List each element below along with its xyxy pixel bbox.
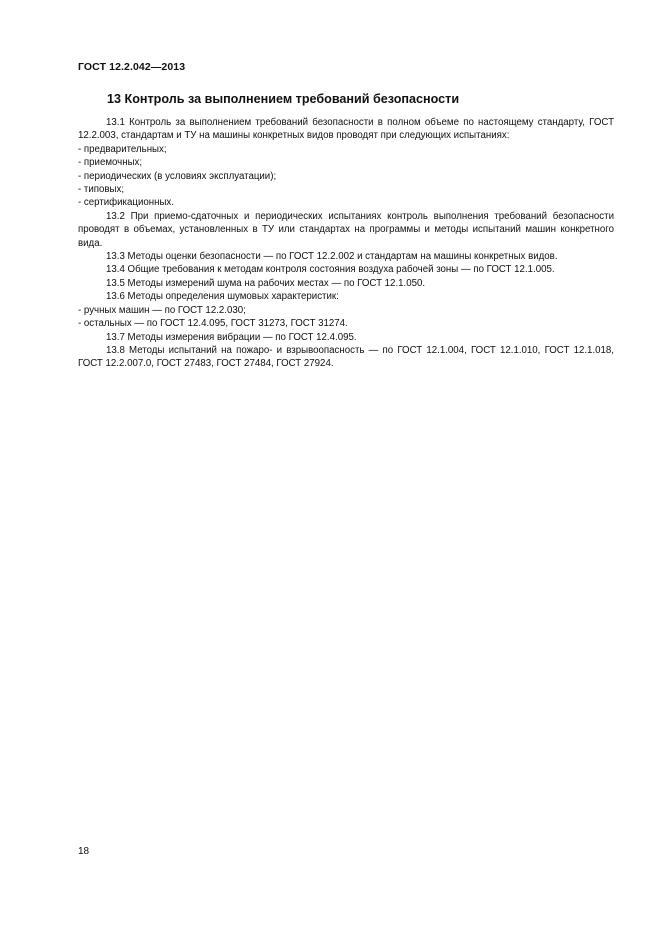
page-number: 18 bbox=[78, 846, 90, 857]
paragraph-13-5: 13.5 Методы измерений шума на рабочих местах — по ГОСТ 12.1.050. bbox=[106, 277, 426, 289]
section-title: 13 Контроль за выполнением требований безопасности bbox=[107, 92, 460, 106]
paragraph-13-7: 13.7 Методы измерения вибрации — по ГОСТ 12.4.095. bbox=[106, 331, 357, 343]
list-item: - остальных — по ГОСТ 12.4.095, ГОСТ 31273, ГОСТ 31274. bbox=[78, 318, 348, 330]
paragraph-13-1: 13.1 Контроль за выполнением требований безопасности в полном объеме по настоящему стандарту, ГОСТ 12.2.003, стандартам и ТУ на машины конкретных видов проводят при следующих испытаниях: bbox=[78, 117, 614, 142]
list-item: - типовых; bbox=[78, 184, 125, 196]
list-item: - периодических (в условиях эксплуатации); bbox=[78, 170, 277, 182]
paragraph-13-2: 13.2 При приемо-сдаточных и периодических испытаниях контроль выполнения требований безопасности проводят в объемах, установленных в ТУ или стандартах на программы и методы испытаний машин конкретного вида. bbox=[78, 210, 614, 249]
paragraph-13-8: 13.8 Методы испытаний на пожаро- и взрывоопасность — по ГОСТ 12.1.004, ГОСТ 12.1.010, ГОСТ 12.1.018, ГОСТ 12.2.007.0, ГОСТ 27483, ГОСТ 27484, ГОСТ 27924. bbox=[78, 344, 614, 370]
list-item: - сертификационных. bbox=[78, 197, 174, 209]
document-header: ГОСТ 12.2.042—2013 bbox=[78, 61, 186, 73]
list-item: - предварительных; bbox=[78, 143, 167, 155]
paragraph-13-3: 13.3 Методы оценки безопасности — по ГОСТ 12.2.002 и стандартам на машины конкретных видов. bbox=[106, 251, 558, 263]
list-item: - приемочных; bbox=[78, 157, 143, 169]
paragraph-13-4: 13.4 Общие требования к методам контроля состояния воздуха рабочей зоны — по ГОСТ 12.1.005. bbox=[106, 264, 555, 276]
list-item: - ручных машин — по ГОСТ 12.2.030; bbox=[78, 304, 246, 316]
paragraph-13-6: 13.6 Методы определения шумовых характеристик: bbox=[106, 291, 339, 303]
section-body bbox=[78, 116, 614, 371]
